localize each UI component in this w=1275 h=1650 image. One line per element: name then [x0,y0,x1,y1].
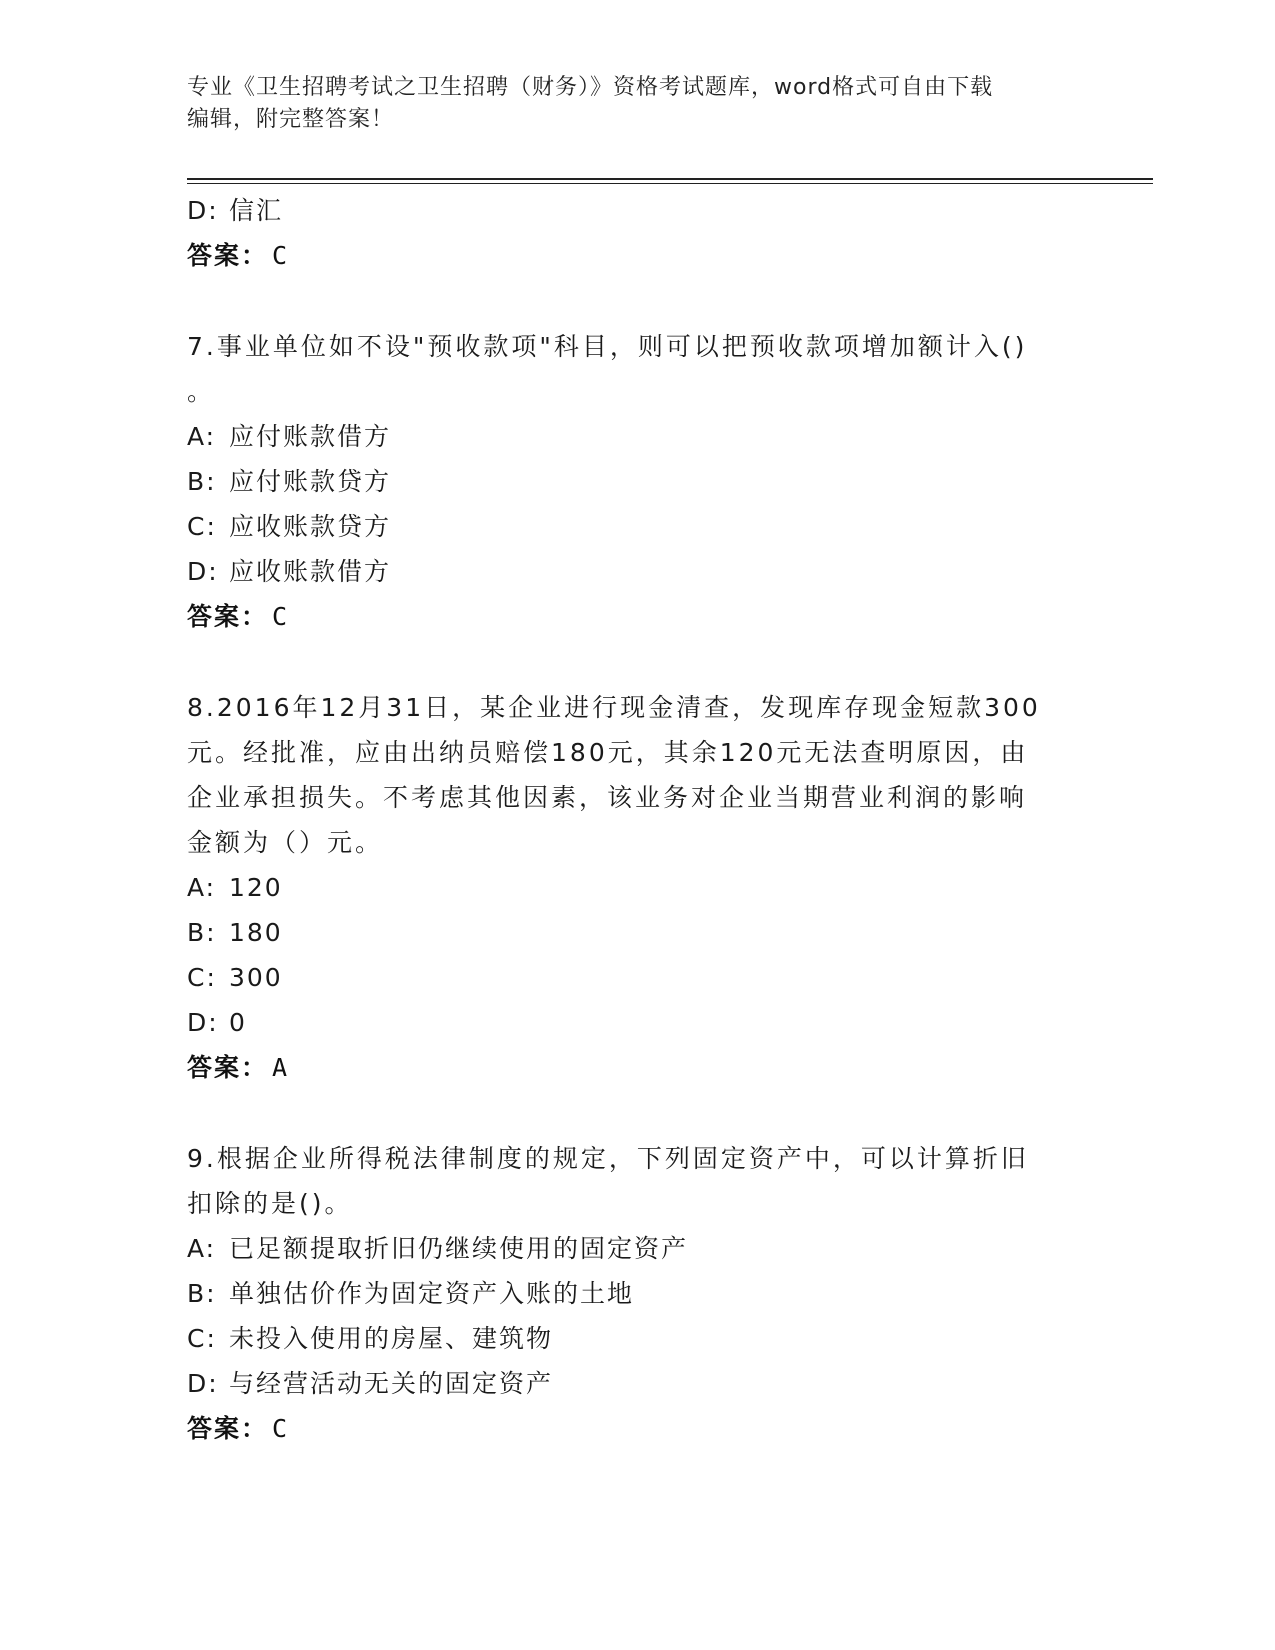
question-7 [187,324,1067,639]
question-9-line-2: 扣除的是()。 [187,1189,353,1218]
question-8-answer [187,1045,1067,1090]
option-text: 120 [229,873,283,902]
question-7-answer [187,594,1067,639]
option-letter: A: [187,873,217,902]
question-8-line-4: 金额为（）元。 [187,828,384,857]
question-7-line-2: 。 [187,377,216,406]
question-8-option-b [187,910,1067,955]
option-letter: B: [187,467,217,496]
question-8-line-1: 8.2016年12月31日，某企业进行现金清查，发现库存现金短款300 [187,693,1041,722]
question-7-option-a [187,414,1067,459]
document-header [187,72,1067,136]
question-9-option-b [187,1271,1067,1316]
header-line-2: 编辑，附完整答案！ [187,107,395,132]
option-text: 已足额提取折旧仍继续使用的固定资产 [229,1234,689,1263]
question-9-option-c [187,1316,1067,1361]
question-list [187,188,1067,1451]
header-line-1: 专业《卫生招聘考试之卫生招聘（财务）》资格考试题库，word格式可自由下载 [187,75,994,100]
prev-answer [187,233,1067,278]
option-text: 应收账款借方 [229,557,392,586]
answer-value: C [272,241,290,270]
question-8-option-a [187,865,1067,910]
option-text: 未投入使用的房屋、建筑物 [229,1324,554,1353]
question-9-option-a [187,1226,1067,1271]
option-letter: B: [187,1279,217,1308]
option-letter: D: [187,1008,219,1037]
question-9 [187,1136,1067,1451]
option-letter: A: [187,422,217,451]
option-letter: D: [187,557,219,586]
question-7-option-d [187,549,1067,594]
option-text: 信汇 [229,196,284,225]
question-7-option-b [187,459,1067,504]
question-7-option-c [187,504,1067,549]
option-letter: B: [187,918,217,947]
question-9-option-d [187,1361,1067,1406]
answer-value: C [272,1414,290,1443]
header-divider-thin [187,183,1153,184]
question-8-line-2: 元。经批准，应由出纳员赔偿180元，其余120元无法查明原因，由 [187,738,1029,767]
answer-label: 答案： [187,602,269,631]
answer-value: A [272,1053,290,1082]
option-letter: C: [187,1324,217,1353]
option-letter: C: [187,963,217,992]
question-7-line-1: 7.事业单位如不设"预收款项"科目，则可以把预收款项增加额计入() [187,332,1028,361]
question-9-line-1: 9.根据企业所得税法律制度的规定，下列固定资产中，可以计算折旧 [187,1144,1029,1173]
answer-label: 答案： [187,1414,269,1443]
option-text: 与经营活动无关的固定资产 [229,1369,554,1398]
answer-label: 答案： [187,241,269,270]
option-text: 0 [229,1008,247,1037]
option-letter: A: [187,1234,217,1263]
option-letter: C: [187,512,217,541]
option-text: 300 [229,963,283,992]
option-text: 单独估价作为固定资产入账的土地 [229,1279,635,1308]
option-letter: D: [187,196,219,225]
question-8-option-d [187,1000,1067,1045]
question-8-line-3: 企业承担损失。不考虑其他因素，该业务对企业当期营业利润的影响 [187,783,1028,812]
option-text: 180 [229,918,283,947]
option-text: 应收账款贷方 [229,512,392,541]
option-letter: D: [187,1369,219,1398]
option-text: 应付账款贷方 [229,467,392,496]
answer-label: 答案： [187,1053,269,1082]
question-8-option-c [187,955,1067,1000]
header-divider-thick [187,178,1153,180]
question-9-answer [187,1406,1067,1451]
question-8 [187,685,1067,1090]
prev-option-d [187,188,1067,233]
answer-value: C [272,602,290,631]
option-text: 应付账款借方 [229,422,392,451]
